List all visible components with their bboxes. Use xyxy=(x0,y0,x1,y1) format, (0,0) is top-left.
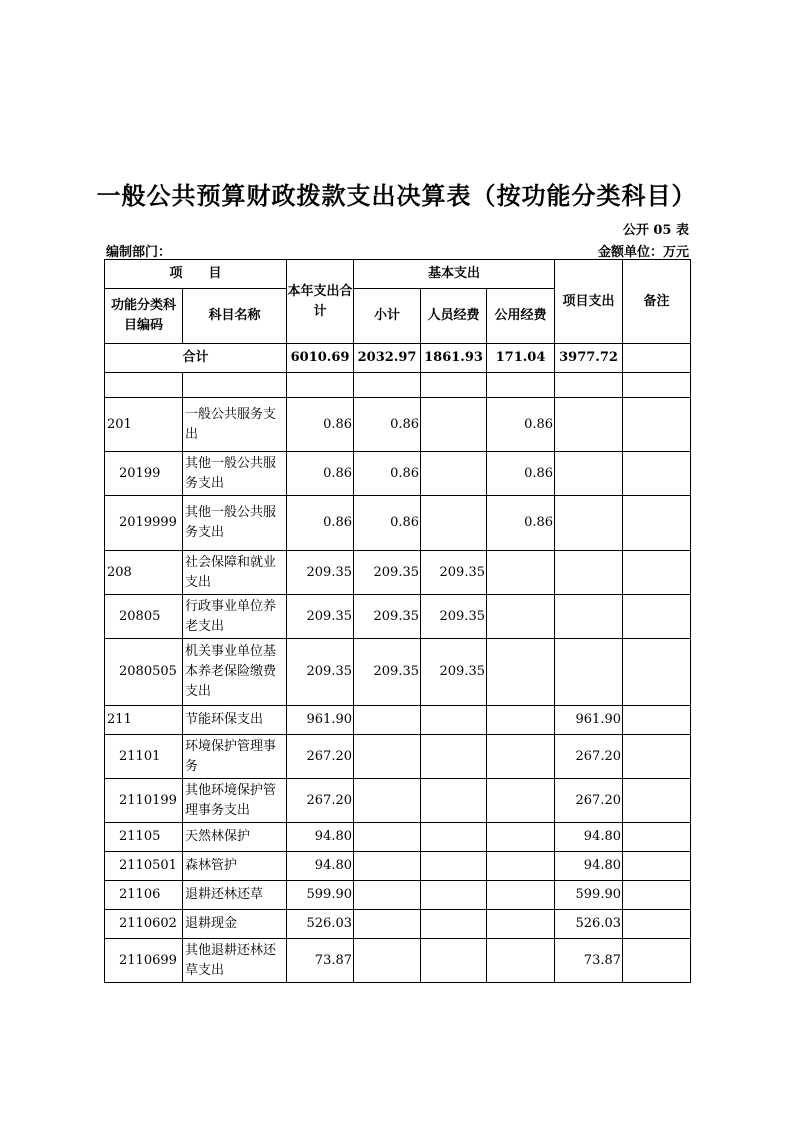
cell-remark xyxy=(623,735,691,779)
cell-project: 267.20 xyxy=(555,779,623,823)
cell-project: 94.80 xyxy=(555,823,623,852)
cell-code: 211 xyxy=(105,706,183,735)
page-title: 一般公共预算财政拨款支出决算表（按功能分类科目） xyxy=(96,181,697,210)
cell-subtotal xyxy=(354,735,421,779)
cell-personnel xyxy=(421,398,487,452)
cell-remark xyxy=(623,881,691,910)
cell-public xyxy=(487,852,555,881)
cell-public xyxy=(487,706,555,735)
cell-public xyxy=(487,551,555,595)
cell-remark xyxy=(623,496,691,551)
header-subtotal: 小计 xyxy=(354,289,421,344)
table-row xyxy=(105,779,691,823)
cell-total: 94.80 xyxy=(287,823,354,852)
header-code: 功能分类科目编码 xyxy=(105,289,183,344)
cell-personnel xyxy=(421,939,487,983)
table-row xyxy=(105,595,691,639)
totals-public: 171.04 xyxy=(487,344,555,373)
cell-public xyxy=(487,595,555,639)
table-row xyxy=(105,910,691,939)
cell-name: 退耕现金 xyxy=(183,910,287,939)
table-row xyxy=(105,398,691,452)
cell-personnel xyxy=(421,779,487,823)
cell-code: 2110199 xyxy=(105,779,183,823)
cell-name: 行政事业单位养老支出 xyxy=(183,595,287,639)
cell-remark xyxy=(623,595,691,639)
cell-code: 2019999 xyxy=(105,496,183,551)
cell-code: 2080505 xyxy=(105,639,183,706)
cell-name: 其他退耕还林还草支出 xyxy=(183,939,287,983)
cell-total: 209.35 xyxy=(287,639,354,706)
cell-public xyxy=(487,881,555,910)
header-personnel: 人员经费 xyxy=(421,289,487,344)
table-row xyxy=(105,939,691,983)
cell-project xyxy=(555,639,623,706)
form-number: 公开 05 表 xyxy=(622,223,689,238)
cell-subtotal: 0.86 xyxy=(354,452,421,496)
cell-code: 2110501 xyxy=(105,852,183,881)
table-row xyxy=(105,551,691,595)
cell-project xyxy=(555,595,623,639)
cell-code: 2110699 xyxy=(105,939,183,983)
cell-personnel: 209.35 xyxy=(421,595,487,639)
cell-project xyxy=(555,398,623,452)
totals-project: 3977.72 xyxy=(555,344,623,373)
cell-project: 961.90 xyxy=(555,706,623,735)
cell-name: 其他一般公共服务支出 xyxy=(183,496,287,551)
cell-public: 0.86 xyxy=(487,496,555,551)
cell-name: 机关事业单位基本养老保险缴费支出 xyxy=(183,639,287,706)
cell-public: 0.86 xyxy=(487,398,555,452)
cell-subtotal xyxy=(354,706,421,735)
cell-name: 其他环境保护管理事务支出 xyxy=(183,779,287,823)
table-row xyxy=(105,852,691,881)
cell-project: 526.03 xyxy=(555,910,623,939)
header-project: 项 目 xyxy=(105,260,287,289)
cell-public xyxy=(487,910,555,939)
header-project-expense: 项目支出 xyxy=(555,260,623,344)
table-row xyxy=(105,639,691,706)
cell-total: 599.90 xyxy=(287,881,354,910)
cell-total: 209.35 xyxy=(287,595,354,639)
cell-subtotal: 0.86 xyxy=(354,398,421,452)
cell-public xyxy=(487,639,555,706)
cell-remark xyxy=(623,452,691,496)
cell-remark xyxy=(623,910,691,939)
cell-remark xyxy=(623,823,691,852)
cell-project: 73.87 xyxy=(555,939,623,983)
table-row xyxy=(105,823,691,852)
cell-project xyxy=(555,496,623,551)
cell-public xyxy=(487,735,555,779)
cell-name: 社会保障和就业支出 xyxy=(183,551,287,595)
cell-public: 0.86 xyxy=(487,452,555,496)
cell-personnel xyxy=(421,452,487,496)
cell-code: 21105 xyxy=(105,823,183,852)
totals-label: 合计 xyxy=(105,344,287,373)
cell-name: 一般公共服务支出 xyxy=(183,398,287,452)
table-row xyxy=(105,496,691,551)
cell-personnel xyxy=(421,823,487,852)
totals-total: 6010.69 xyxy=(287,344,354,373)
header-remark: 备注 xyxy=(623,260,691,344)
cell-subtotal xyxy=(354,910,421,939)
cell-project: 599.90 xyxy=(555,881,623,910)
header-total: 本年支出合计 xyxy=(287,260,354,344)
cell-remark xyxy=(623,779,691,823)
cell-code: 20805 xyxy=(105,595,183,639)
cell-code: 208 xyxy=(105,551,183,595)
cell-total: 526.03 xyxy=(287,910,354,939)
cell-subtotal xyxy=(354,881,421,910)
totals-subtotal: 2032.97 xyxy=(354,344,421,373)
table-row xyxy=(105,452,691,496)
cell-personnel xyxy=(421,735,487,779)
cell-total: 94.80 xyxy=(287,852,354,881)
cell-personnel xyxy=(421,881,487,910)
cell-project: 267.20 xyxy=(555,735,623,779)
cell-remark xyxy=(623,398,691,452)
cell-remark xyxy=(623,939,691,983)
totals-personnel: 1861.93 xyxy=(421,344,487,373)
cell-total: 73.87 xyxy=(287,939,354,983)
cell-name: 森林管护 xyxy=(183,852,287,881)
header-basic: 基本支出 xyxy=(354,260,555,289)
spacer-row xyxy=(105,373,691,398)
cell-total: 0.86 xyxy=(287,398,354,452)
cell-subtotal xyxy=(354,852,421,881)
cell-personnel: 209.35 xyxy=(421,639,487,706)
cell-code: 20199 xyxy=(105,452,183,496)
cell-name: 退耕还林还草 xyxy=(183,881,287,910)
cell-public xyxy=(487,939,555,983)
header-name: 科目名称 xyxy=(183,289,287,344)
cell-subtotal: 209.35 xyxy=(354,595,421,639)
cell-remark xyxy=(623,551,691,595)
table-row xyxy=(105,706,691,735)
cell-project xyxy=(555,452,623,496)
header-public: 公用经费 xyxy=(487,289,555,344)
table-row xyxy=(105,881,691,910)
cell-total: 209.35 xyxy=(287,551,354,595)
cell-personnel: 209.35 xyxy=(421,551,487,595)
cell-subtotal: 0.86 xyxy=(354,496,421,551)
cell-personnel xyxy=(421,496,487,551)
cell-subtotal xyxy=(354,939,421,983)
totals-remark xyxy=(623,344,691,373)
cell-project xyxy=(555,551,623,595)
cell-code: 21101 xyxy=(105,735,183,779)
cell-project: 94.80 xyxy=(555,852,623,881)
cell-code: 2110602 xyxy=(105,910,183,939)
cell-code: 201 xyxy=(105,398,183,452)
cell-name: 天然林保护 xyxy=(183,823,287,852)
cell-name: 其他一般公共服务支出 xyxy=(183,452,287,496)
cell-remark xyxy=(623,639,691,706)
cell-subtotal: 209.35 xyxy=(354,551,421,595)
cell-remark xyxy=(623,852,691,881)
cell-total: 0.86 xyxy=(287,452,354,496)
department-label: 编制部门： xyxy=(106,245,172,260)
expenditure-table xyxy=(104,259,691,983)
cell-public xyxy=(487,779,555,823)
cell-total: 0.86 xyxy=(287,496,354,551)
cell-name: 节能环保支出 xyxy=(183,706,287,735)
cell-code: 21106 xyxy=(105,881,183,910)
cell-subtotal: 209.35 xyxy=(354,639,421,706)
cell-personnel xyxy=(421,852,487,881)
cell-personnel xyxy=(421,910,487,939)
cell-personnel xyxy=(421,706,487,735)
cell-name: 环境保护管理事务 xyxy=(183,735,287,779)
cell-total: 961.90 xyxy=(287,706,354,735)
table-row xyxy=(105,735,691,779)
cell-total: 267.20 xyxy=(287,735,354,779)
cell-public xyxy=(487,823,555,852)
cell-subtotal xyxy=(354,779,421,823)
cell-total: 267.20 xyxy=(287,779,354,823)
cell-remark xyxy=(623,706,691,735)
unit-label: 金额单位：万元 xyxy=(597,245,689,260)
cell-subtotal xyxy=(354,823,421,852)
